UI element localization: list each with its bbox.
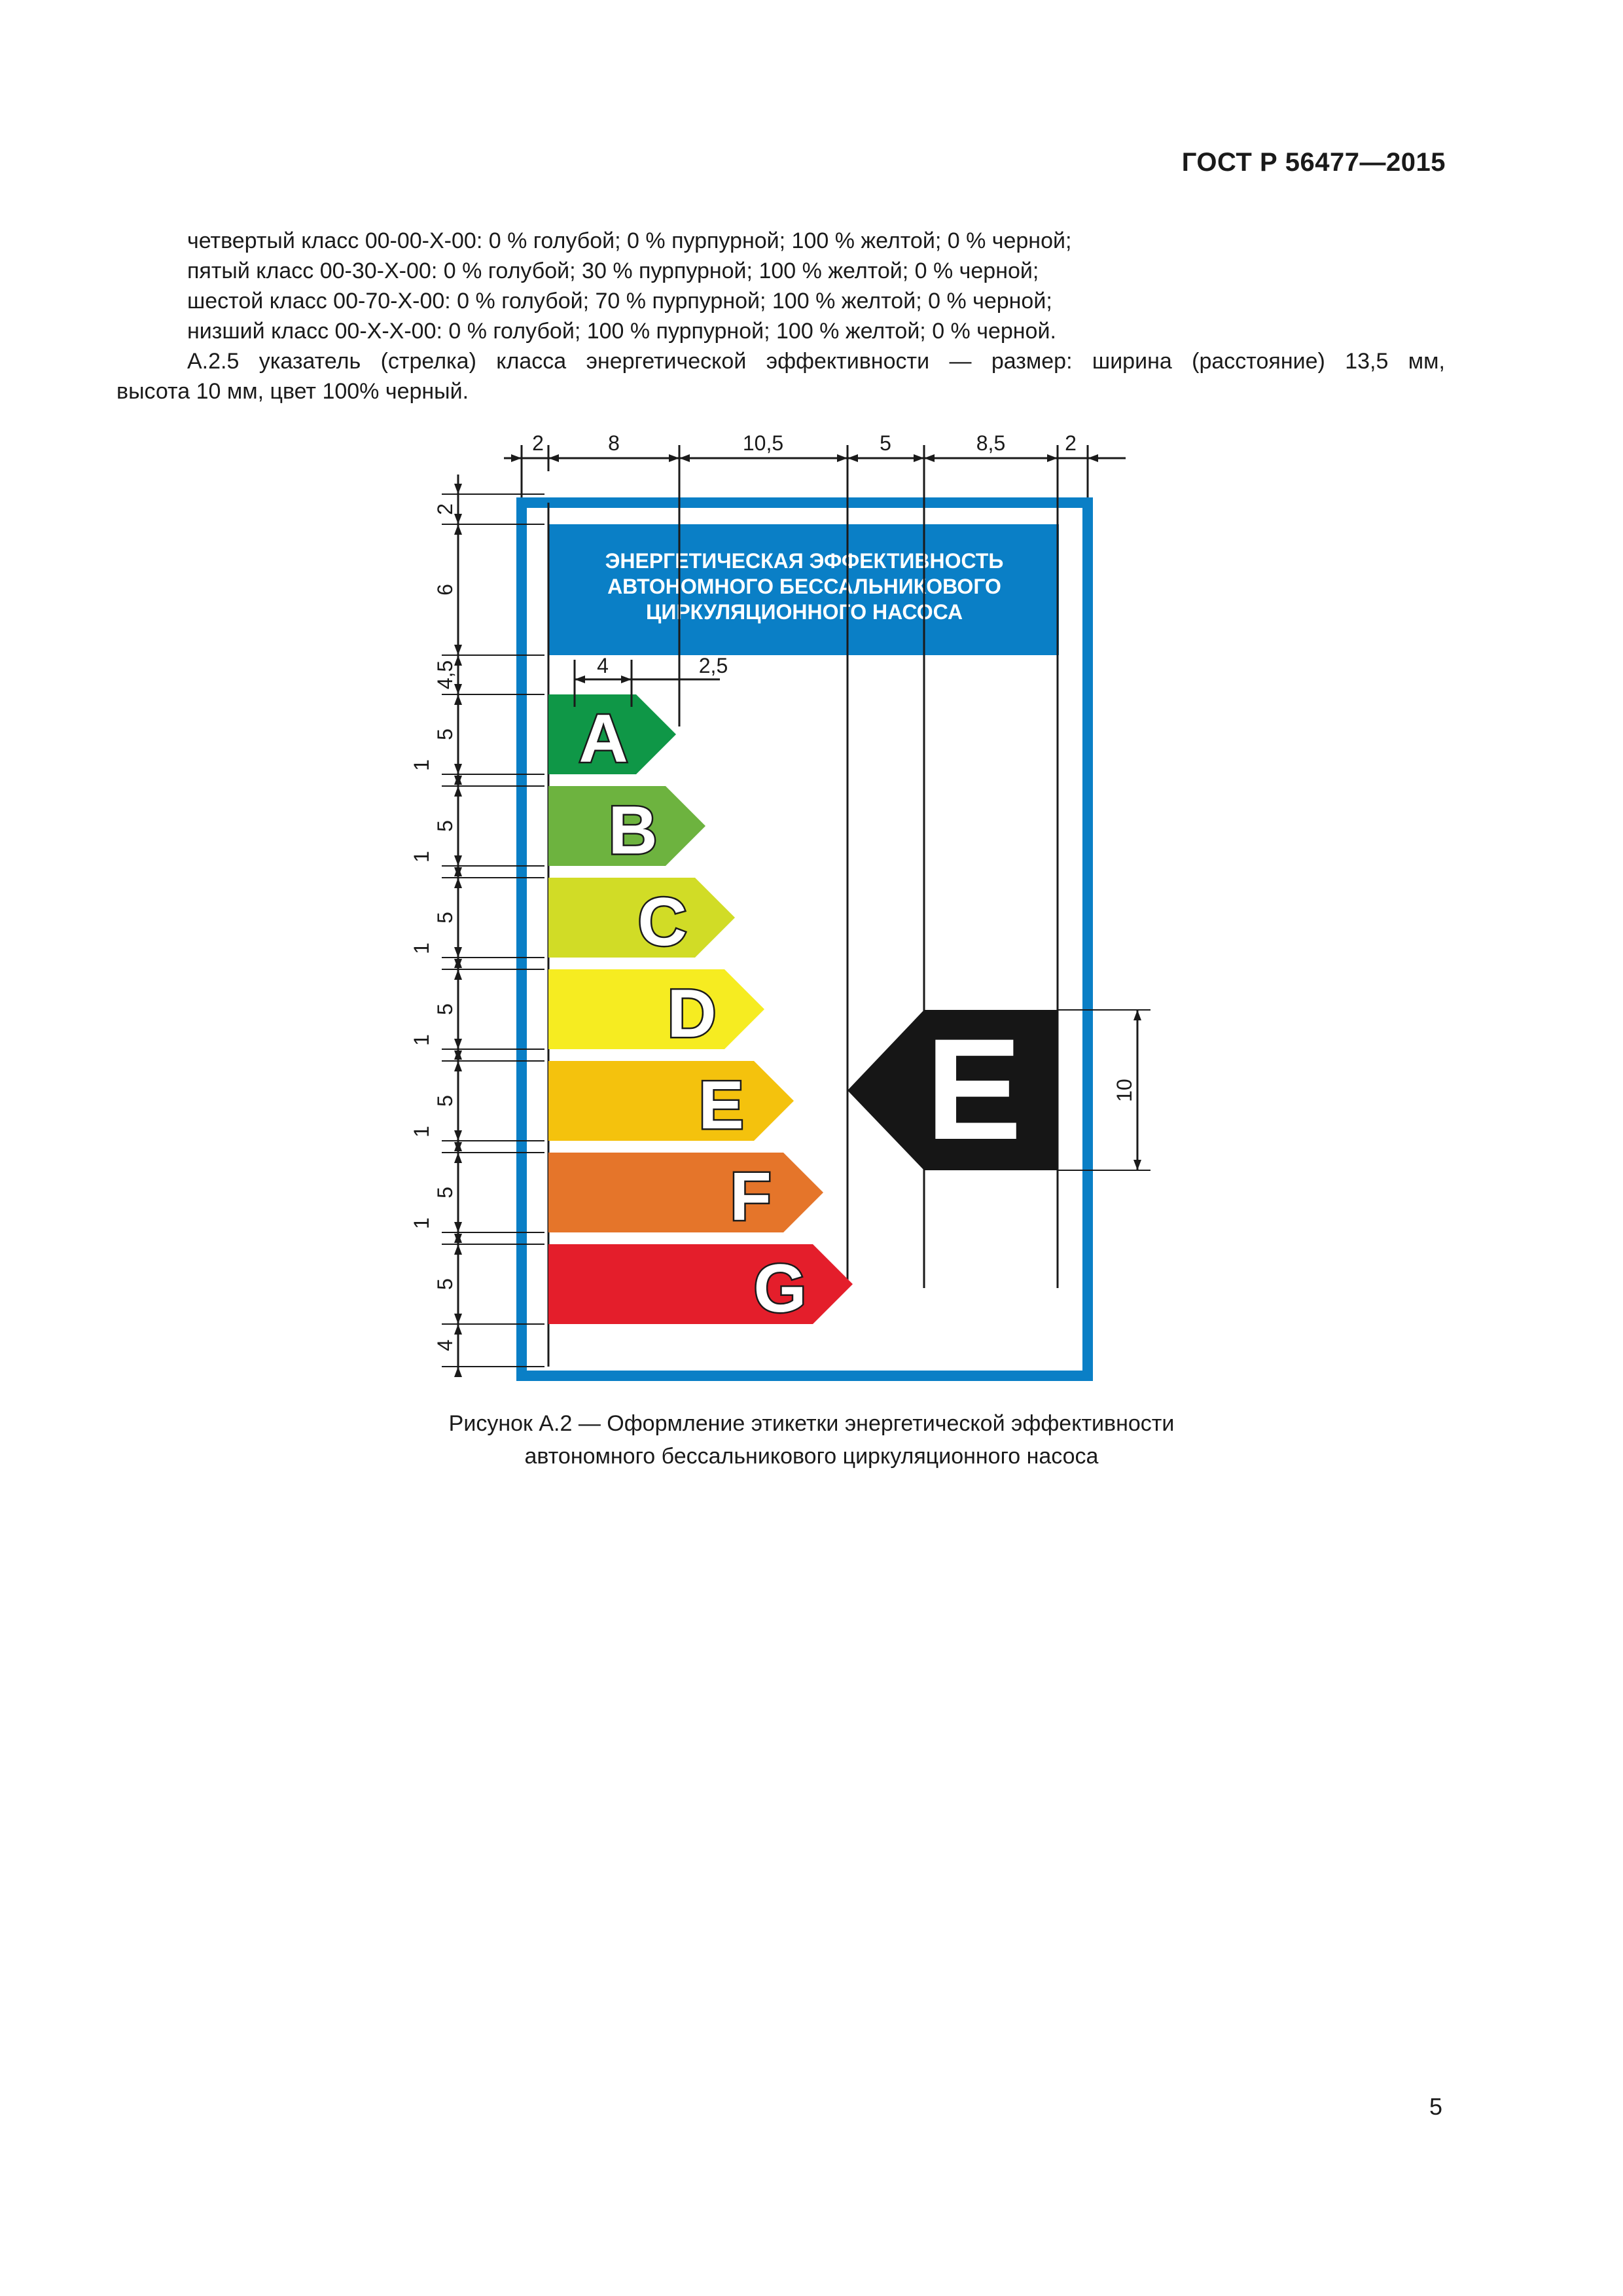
left-dimension-label: 4 [433, 1339, 457, 1352]
energy-class-arrow [548, 1244, 853, 1324]
arrow-head [454, 786, 462, 797]
banner-title-line: ЦИРКУЛЯЦИОННОГО НАСОСА [645, 600, 963, 624]
top-dimension-label: 2 [532, 431, 544, 455]
arrow-head [924, 454, 935, 462]
energy-class-letter: G [753, 1251, 807, 1327]
document-id: ГОСТ Р 56477—2015 [1181, 148, 1446, 177]
body-line: шестой класс 00-70-Х-00: 0 % голубой; 70 % пурпурной; 100 % желтой; 0 % черной; [187, 289, 1052, 314]
arrow-head [454, 1039, 462, 1049]
arrow-head [1133, 1010, 1141, 1020]
energy-class-arrow [548, 1153, 823, 1232]
arrow-head [454, 1061, 462, 1071]
arrow-head [679, 454, 690, 462]
left-dimension-label: 5 [433, 1095, 457, 1107]
arrow-head [454, 484, 462, 494]
arrow-head [511, 454, 522, 462]
body-line: пятый класс 00-30-Х-00: 0 % голубой; 30 % пурпурной; 100 % желтой; 0 % черной; [187, 259, 1039, 283]
arrow-head [847, 454, 858, 462]
paragraph-a25-second-line: высота 10 мм, цвет 100% черный. [116, 379, 469, 404]
arrow-head [454, 1153, 462, 1163]
arrow-head [454, 645, 462, 655]
arrow-head [454, 1367, 462, 1377]
left-dimension-label: 1 [410, 1034, 433, 1046]
arrow-head [914, 454, 924, 462]
left-dimension-label: 5 [433, 912, 457, 924]
left-dimension-label: 5 [433, 820, 457, 832]
energy-class-arrow [548, 969, 764, 1049]
arrow-head [669, 454, 679, 462]
caption-line-2: автономного бессальникового циркуляционного насоса [524, 1444, 1099, 1469]
figure-caption [0, 1407, 1623, 1473]
arrow-head [454, 969, 462, 980]
arrow-head [454, 1314, 462, 1324]
body-line: низший класс 00-Х-Х-00: 0 % голубой; 100 % пурпурной; 100 % желтой; 0 % черной. [187, 319, 1056, 344]
arrow-head [1133, 1160, 1141, 1170]
page-number: 5 [1429, 2093, 1442, 2120]
top-dimension-label: 8,5 [976, 431, 1006, 455]
energy-class-letter: A [579, 701, 628, 777]
top-dimension-label: 5 [880, 431, 891, 455]
energy-class-letter: C [637, 884, 687, 960]
arrow-head [454, 878, 462, 888]
arrow-head [454, 1324, 462, 1335]
arrow-head [454, 855, 462, 866]
arrow-head [837, 454, 847, 462]
top-dimension-label: 2 [1065, 431, 1077, 455]
inner-dimension-label: 2,5 [698, 654, 728, 677]
top-dimension-label: 8 [608, 431, 620, 455]
arrow-head [454, 1244, 462, 1255]
arrow-head [575, 675, 585, 683]
left-dimension-label: 5 [433, 1187, 457, 1198]
left-dimension-label: 2 [433, 503, 457, 515]
arrow-head [454, 1222, 462, 1232]
energy-class-letter: B [608, 793, 658, 869]
energy-class-letter: E [698, 1067, 744, 1143]
inner-dimension-label: 4 [597, 654, 609, 677]
left-dimension-label: 4,5 [433, 660, 457, 690]
arrow-head [454, 524, 462, 535]
arrow-head [548, 454, 559, 462]
paragraph-a25-first-line: А.2.5 указатель (стрелка) класса энергетической эффективности — размер: ширина (расстояние) 13,5 мм, [187, 349, 1445, 374]
arrow-head [1088, 454, 1098, 462]
arrow-head [454, 764, 462, 774]
class-indicator-letter: E [925, 1009, 1022, 1170]
indicator-height-label: 10 [1113, 1079, 1136, 1102]
energy-label-figure [0, 419, 1623, 1388]
energy-class-letter: F [730, 1159, 772, 1235]
left-dimension-label: 1 [410, 1126, 433, 1138]
caption-line-1: Рисунок А.2 — Оформление этикетки энергетической эффективности [448, 1411, 1175, 1436]
left-dimension-label: 1 [410, 851, 433, 863]
body-line: четвертый класс 00-00-Х-00: 0 % голубой; 0 % пурпурной; 100 % желтой; 0 % черной; [187, 228, 1072, 253]
banner-title-line: ЭНЕРГЕТИЧЕСКАЯ ЭФФЕКТИВНОСТЬ [605, 549, 1004, 573]
body-text [116, 226, 1445, 406]
left-dimension-label: 6 [433, 584, 457, 596]
arrow-head [454, 947, 462, 958]
banner-title-line: АВТОНОМНОГО БЕССАЛЬНИКОВОГО [607, 575, 1001, 598]
energy-class-arrow [548, 1061, 794, 1141]
top-dimension-label: 10,5 [742, 431, 784, 455]
left-dimension-label: 5 [433, 728, 457, 740]
arrow-head [454, 1130, 462, 1141]
arrow-head [454, 694, 462, 705]
arrow-head [621, 675, 632, 683]
arrow-head [1047, 454, 1058, 462]
left-dimension-label: 5 [433, 1003, 457, 1015]
energy-class-letter: D [667, 976, 717, 1052]
left-dimension-label: 1 [410, 942, 433, 954]
left-dimension-label: 1 [410, 1217, 433, 1229]
left-dimension-label: 1 [410, 759, 433, 771]
left-dimension-label: 5 [433, 1278, 457, 1290]
